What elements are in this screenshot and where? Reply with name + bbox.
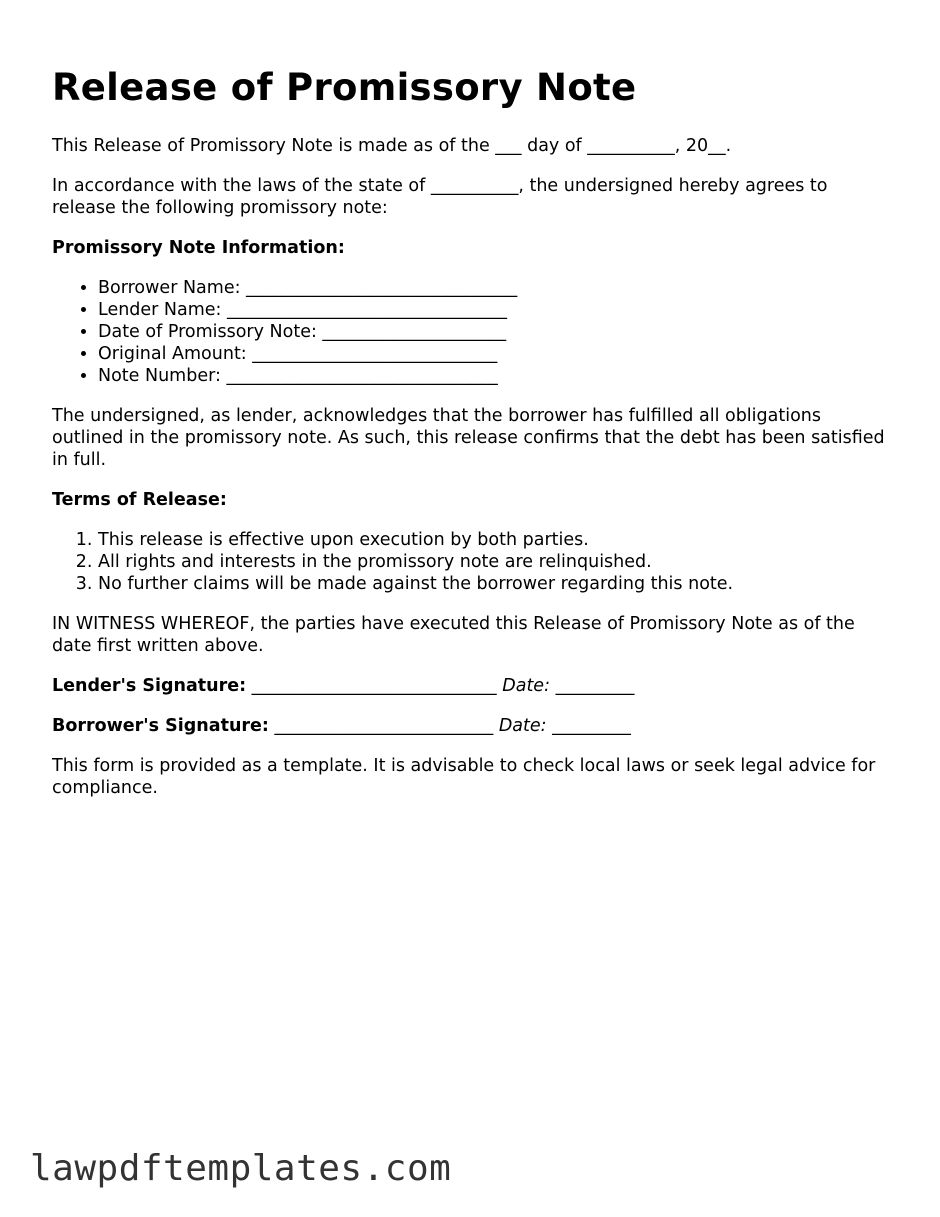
borrower-signature-blank: _________________________: [274, 716, 494, 736]
acknowledgement-paragraph: The undersigned, as lender, acknowledges that the borrower has fulfilled all obligations outlined in the promissory note. As such, this release confirms that the debt has been satisfied in full.: [52, 406, 885, 470]
borrower-date-label: Date:: [498, 716, 547, 736]
lender-date-blank: _________: [555, 676, 635, 696]
terms-item: 1. This release is effective upon execution by both parties.: [98, 529, 892, 551]
terms-list: [52, 529, 892, 595]
intro-paragraph: This Release of Promissory Note is made as of the ___ day of __________, 20__.: [52, 136, 732, 156]
note-info-item-amount: • Original Amount: ____________________________: [98, 343, 892, 365]
note-info-item-number: • Note Number: _______________________________: [98, 365, 892, 387]
lender-signature-label: Lender's Signature:: [52, 676, 247, 696]
note-info-item-date: • Date of Promissory Note: _____________________: [98, 321, 892, 343]
lender-signature-line: [52, 675, 892, 697]
lender-date-label: Date:: [502, 676, 550, 696]
witness-paragraph: IN WITNESS WHEREOF, the parties have executed this Release of Promissory Note as of the date first written above.: [52, 614, 855, 656]
terms-item: 2. All rights and interests in the promissory note are relinquished.: [98, 551, 892, 573]
note-info-heading: Promissory Note Information:: [52, 238, 345, 258]
borrower-date-blank: _________: [552, 716, 631, 736]
disclaimer-paragraph: This form is provided as a template. It is advisable to check local laws or seek legal advice for compliance.: [52, 756, 876, 798]
document-title: Release of Promissory Note: [52, 66, 637, 109]
note-info-item-lender: • Lender Name: ________________________________: [98, 299, 892, 321]
site-watermark: lawpdftemplates.com: [30, 1148, 452, 1189]
borrower-signature-line: [52, 715, 892, 737]
terms-heading: Terms of Release:: [52, 490, 227, 510]
note-info-list: [52, 277, 892, 387]
terms-item: 3. No further claims will be made against the borrower regarding this note.: [98, 573, 892, 595]
accordance-paragraph: In accordance with the laws of the state of __________, the undersigned hereby agrees to release the following promissory note:: [52, 176, 828, 218]
borrower-signature-label: Borrower's Signature:: [52, 716, 269, 736]
document-page: [52, 66, 892, 817]
note-info-item-borrower: • Borrower Name: _______________________________: [98, 277, 892, 299]
lender-signature-blank: ____________________________: [251, 676, 497, 696]
